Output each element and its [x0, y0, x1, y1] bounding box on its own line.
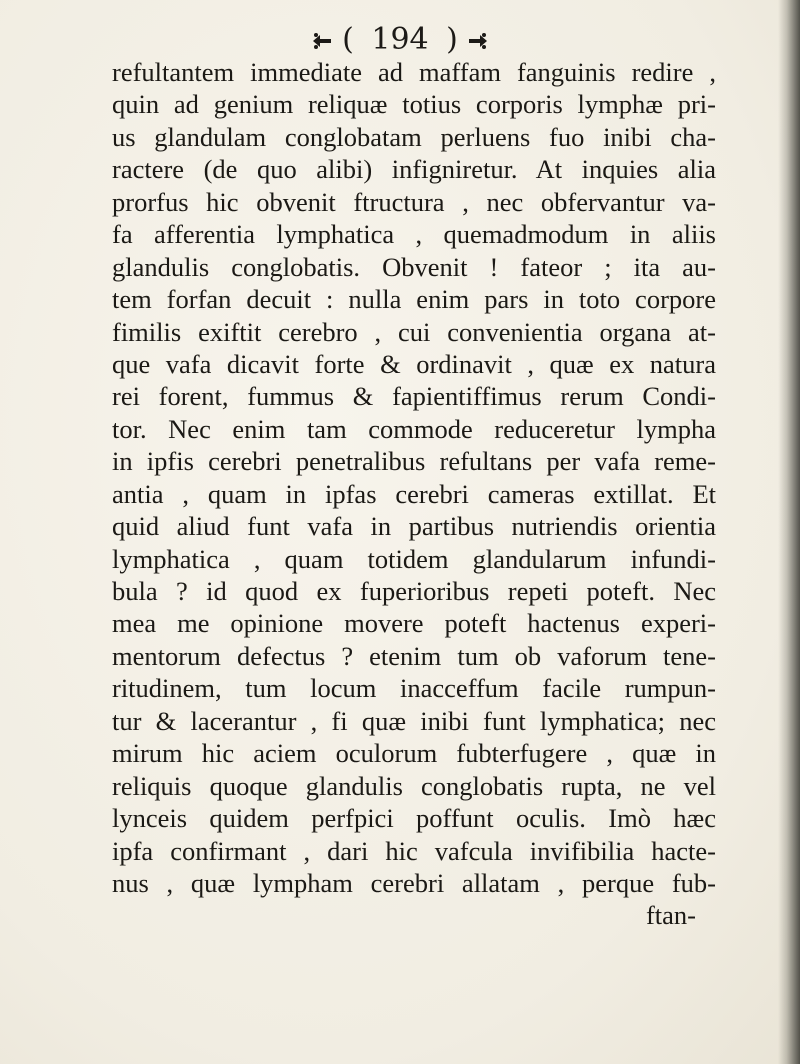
- text-line: us glandulam conglobatam perluens fuo inibi cha-: [112, 121, 716, 152]
- text-line: quid aliud funt vafa in partibus nutriendis orientia: [112, 511, 716, 542]
- text-line: antia , quam in ipfas cerebri cameras extillat. Et: [112, 478, 716, 509]
- page-edge-shadow: [778, 0, 800, 1064]
- text-line: quin ad genium reliquæ totius corporis lymphæ pri-: [112, 89, 716, 120]
- text-line: refultantem immediate ad maffam fanguinis redire ,: [112, 57, 716, 87]
- body-text: [112, 56, 716, 932]
- text-line: fimilis exiftit cerebro , cui convenientia organa at-: [112, 316, 716, 347]
- text-line: mentorum defectus ? etenim tum ob vaforum tene-: [112, 640, 716, 671]
- text-line: nus , quæ lympham cerebri allatam , perque fub-: [112, 867, 716, 898]
- text-line: in ipfis cerebri penetralibus refultans per vafa reme-: [112, 446, 716, 477]
- catchword: ftan-: [645, 900, 696, 931]
- text-line: glandulis conglobatis. Obvenit ! fateor ; ita au-: [112, 251, 716, 282]
- page-number: 194: [371, 22, 429, 57]
- text-line: mea me opinione movere poteft hactenus experi-: [112, 608, 716, 639]
- text-line: prorfus hic obvenit ftructura , nec obfervantur va-: [112, 186, 716, 217]
- text-line: ractere (de quo alibi) infigniretur. At inquies alia: [112, 154, 716, 185]
- page-header: [0, 22, 800, 57]
- text-line: bula ? id quod ex fuperioribus repeti poteft. Nec: [112, 576, 716, 606]
- text-line: tem forfan decuit : nulla enim pars in toto corpore: [112, 284, 716, 315]
- text-line: ipfa confirmant , dari hic vafcula invifibilia hacte-: [112, 835, 716, 866]
- text-line: que vafa dicavit forte & ordinavit , quæ ex natura: [112, 348, 716, 379]
- right-ornament-icon: [467, 30, 489, 52]
- text-line: mirum hic aciem oculorum fubterfugere , quæ in: [112, 738, 716, 769]
- text-line: fa afferentia lymphatica , quemadmodum in aliis: [112, 219, 716, 250]
- text-line: tur & lacerantur , fi quæ inibi funt lymphatica; nec: [112, 705, 716, 736]
- text-line: rei forent, fummus & fapientiffimus rerum Condi-: [112, 381, 716, 412]
- left-ornament-icon: [311, 30, 333, 52]
- header-open-paren: (: [342, 22, 354, 57]
- text-line: ritudinem, tum locum inacceffum facile rumpun-: [112, 673, 716, 704]
- header-close-paren: ): [446, 22, 458, 57]
- text-line: reliquis quoque glandulis conglobatis rupta, ne vel: [112, 770, 716, 801]
- text-line: tor. Nec enim tam commode reduceretur lympha: [112, 413, 716, 444]
- text-line: lymphatica , quam totidem glandularum infundi-: [112, 543, 716, 574]
- text-line: lynceis quidem perfpici poffunt oculis. Imò hæc: [112, 803, 716, 834]
